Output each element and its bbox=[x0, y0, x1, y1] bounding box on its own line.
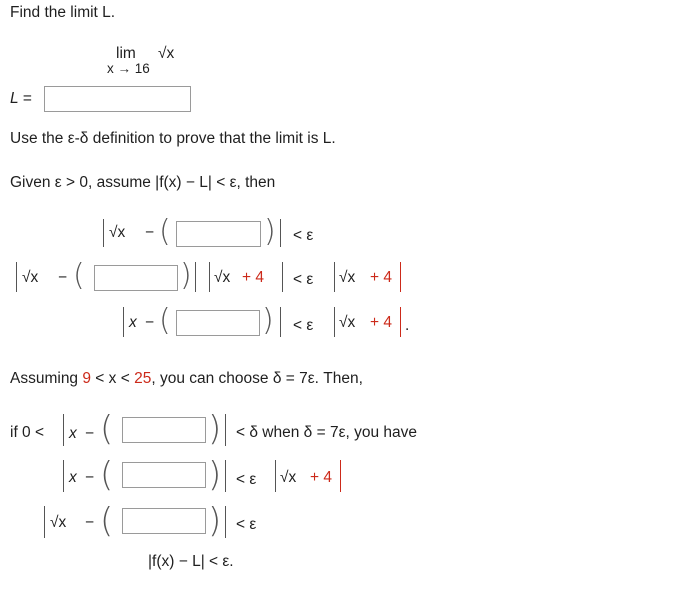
row2-abs3-left-bar bbox=[334, 262, 335, 292]
row6-abs-left-bar bbox=[44, 506, 45, 538]
row4-abs-right-bar bbox=[225, 414, 226, 446]
row2-minus: − bbox=[58, 269, 68, 286]
lim-word: lim bbox=[116, 45, 136, 62]
row1-lt-epsilon: < ε bbox=[293, 227, 314, 244]
row3-abs2-left-bar bbox=[334, 307, 335, 337]
row1-minus: − bbox=[145, 224, 155, 241]
row4-lt-delta: < δ when δ = 7ε, you have bbox=[236, 424, 417, 441]
row2-open-paren: ( bbox=[73, 258, 85, 293]
row5-x: x bbox=[69, 469, 77, 486]
row3-x: x bbox=[129, 314, 137, 331]
row2-rhs-right-bar bbox=[400, 262, 401, 292]
assuming-statement bbox=[10, 371, 363, 387]
row2-answer-input[interactable] bbox=[94, 265, 178, 291]
row6-close-paren: ) bbox=[208, 501, 222, 541]
row3-abs-left-bar bbox=[123, 307, 124, 337]
definition-instruction: Use the ε-δ definition to prove that the limit is L. bbox=[10, 130, 336, 147]
row3-rhs-sqrtx: √x bbox=[339, 314, 356, 331]
prompt-text: Find the limit L. bbox=[10, 4, 116, 21]
row6-open-paren: ( bbox=[100, 501, 114, 541]
row5-abs-left-bar bbox=[63, 460, 64, 492]
row3-answer-input[interactable] bbox=[176, 310, 260, 336]
row6-abs-right-bar bbox=[225, 506, 226, 538]
assuming-pre: Assuming bbox=[10, 370, 83, 387]
row5-abs2-left-bar bbox=[275, 460, 276, 492]
row4-abs-left-bar bbox=[63, 414, 64, 446]
row4-if-zero: if 0 < bbox=[10, 424, 45, 441]
row3-close-paren: ) bbox=[262, 303, 274, 338]
row5-minus: − bbox=[85, 469, 95, 486]
row5-rhs-plus4: + 4 bbox=[310, 469, 332, 486]
row5-abs-right-bar bbox=[225, 460, 226, 492]
lim-subscript: x → 16 bbox=[107, 61, 150, 76]
assuming-twentyfive: 25 bbox=[134, 370, 152, 387]
L-answer-input[interactable] bbox=[44, 86, 191, 112]
row6-minus: − bbox=[85, 514, 95, 531]
row3-open-paren: ( bbox=[159, 303, 171, 338]
row3-rhs-plus4: + 4 bbox=[370, 314, 392, 331]
row4-answer-input[interactable] bbox=[122, 417, 206, 443]
assuming-post: , you can choose δ = 7ε. Then, bbox=[151, 370, 363, 387]
L-label: L = bbox=[10, 90, 32, 107]
row5-open-paren: ( bbox=[100, 455, 114, 495]
row3-period: . bbox=[405, 317, 410, 334]
conclusion: |f(x) − L| < ε. bbox=[148, 553, 234, 570]
row2-abs-left-bar bbox=[16, 262, 17, 292]
row1-open-paren: ( bbox=[159, 214, 171, 249]
row1-abs-left-bar bbox=[103, 219, 104, 247]
lim-sqrt-x: √x bbox=[158, 45, 175, 62]
assuming-mid: < x < bbox=[91, 370, 135, 387]
row1-answer-input[interactable] bbox=[176, 221, 261, 247]
row2-close-paren: ) bbox=[180, 258, 192, 293]
row3-minus: − bbox=[145, 314, 155, 331]
row2-abs2-left-bar bbox=[209, 262, 210, 292]
row4-minus: − bbox=[85, 425, 95, 442]
row4-close-paren: ) bbox=[208, 409, 222, 449]
row6-lt-epsilon: < ε bbox=[236, 516, 257, 533]
row2-sqrtx-plus: √x bbox=[214, 269, 231, 286]
row2-plus4: + 4 bbox=[242, 269, 264, 286]
row1-abs-right-bar bbox=[280, 219, 281, 247]
row6-answer-input[interactable] bbox=[122, 508, 206, 534]
row5-lt-epsilon: < ε bbox=[236, 471, 257, 488]
row2-abs2-right-bar bbox=[282, 262, 283, 292]
row2-abs-right-bar bbox=[195, 262, 196, 292]
row3-lt-epsilon: < ε bbox=[293, 317, 314, 334]
row1-close-paren: ) bbox=[264, 214, 276, 249]
assuming-nine: 9 bbox=[82, 370, 91, 387]
row3-abs-right-bar bbox=[280, 307, 281, 337]
row2-rhs-sqrtx: √x bbox=[339, 269, 356, 286]
row2-sqrtx: √x bbox=[22, 269, 39, 286]
row5-answer-input[interactable] bbox=[122, 462, 206, 488]
row2-rhs-plus4: + 4 bbox=[370, 269, 392, 286]
row1-sqrtx: √x bbox=[109, 224, 126, 241]
row3-rhs-right-bar bbox=[400, 307, 401, 337]
row5-rhs-sqrtx: √x bbox=[280, 469, 297, 486]
row4-x: x bbox=[69, 425, 77, 442]
given-statement: Given ε > 0, assume |f(x) − L| < ε, then bbox=[10, 174, 276, 191]
row6-sqrtx: √x bbox=[50, 514, 67, 531]
row2-lt-epsilon: < ε bbox=[293, 271, 314, 288]
row4-open-paren: ( bbox=[100, 409, 114, 449]
row5-close-paren: ) bbox=[208, 455, 222, 495]
row5-rhs-right-bar bbox=[340, 460, 341, 492]
